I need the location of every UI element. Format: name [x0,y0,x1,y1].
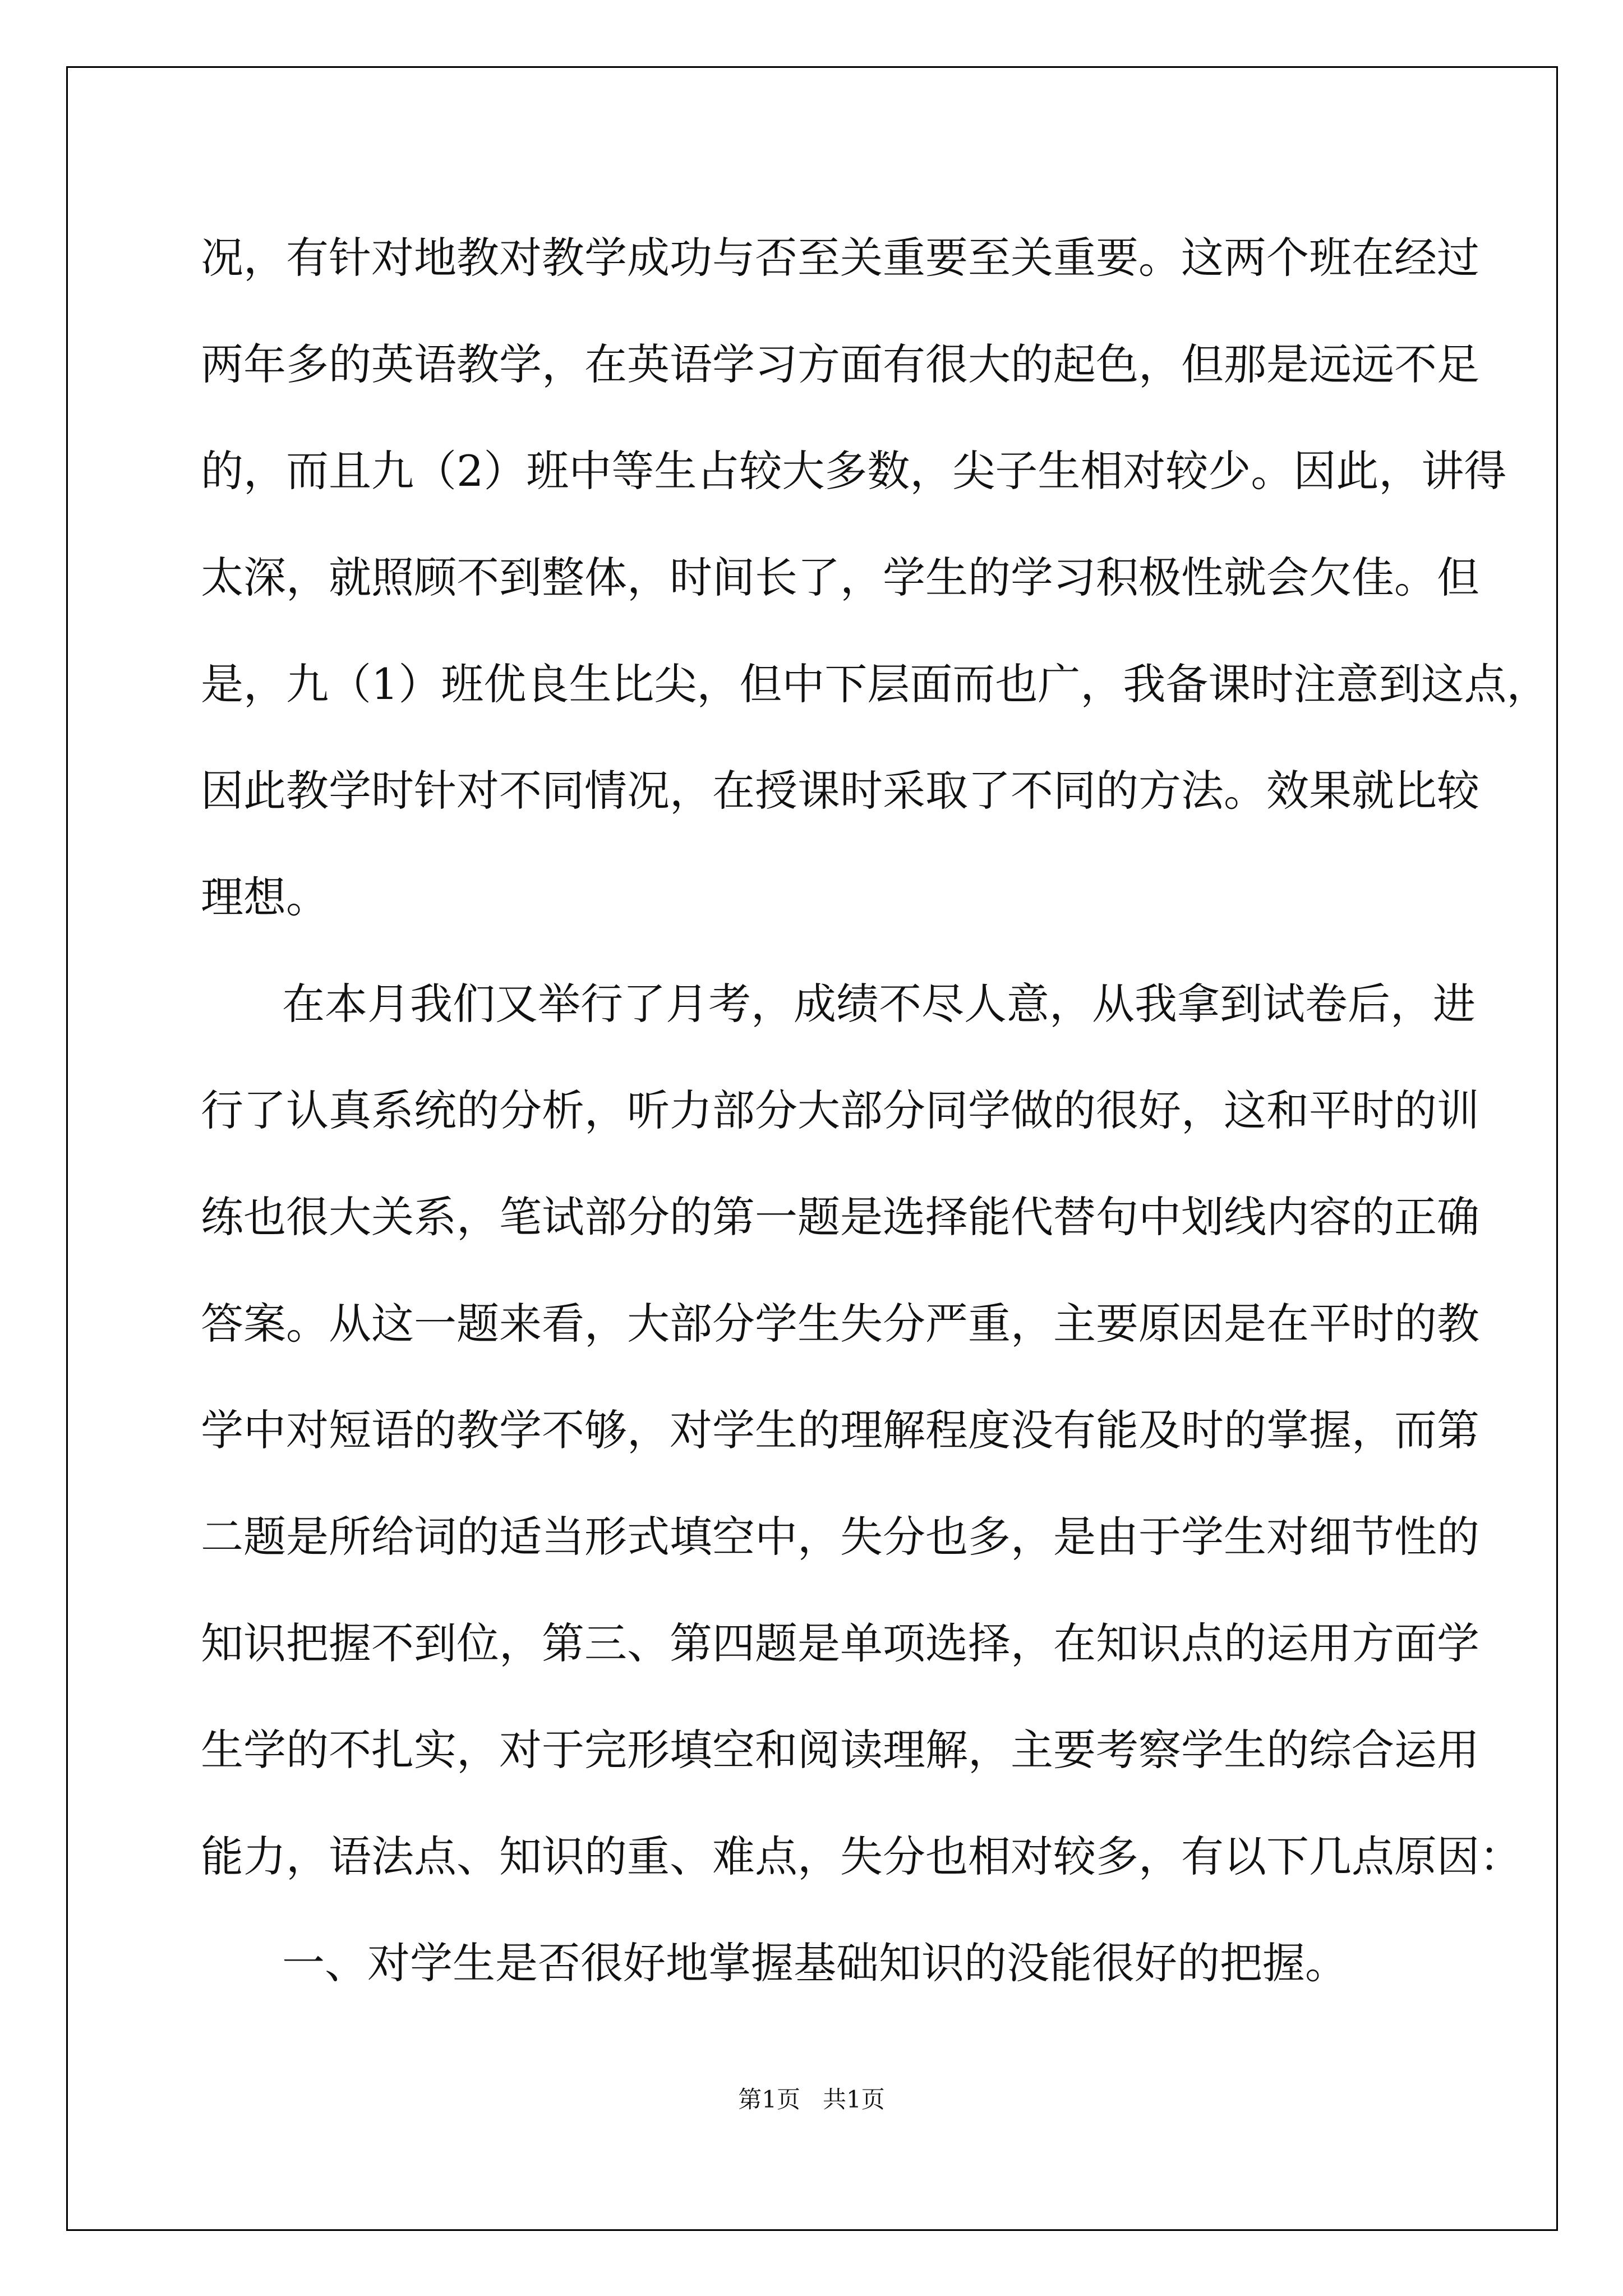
text-line: 太深，就照顾不到整体，时间长了，学生的学习积极性就会欠佳。但 [201,553,1479,602]
page-footer: 第1页 共1页 [738,2086,885,2113]
text-line: 练也很大关系，笔试部分的第一题是选择能代替句中划线内容的正确 [201,1192,1479,1242]
document-body [201,205,1550,2017]
text-line: 学中对短语的教学不够，对学生的理解程度没有能及时的掌握，而第 [201,1405,1479,1455]
text-line: 因此教学时针对不同情况，在授课时采取了不同的方法。效果就比较 [201,766,1479,816]
text-line: 二题是所给词的适当形式填空中，失分也多，是由于学生对细节性的 [201,1512,1479,1562]
text-line: 能力，语法点、知识的重、难点，失分也相对较多，有以下几点原因： [201,1832,1522,1881]
text-line: 行了认真系统的分析，听力部分大部分同学做的很好，这和平时的训 [201,1085,1479,1135]
text-line: 在本月我们又举行了月考，成绩不尽人意，从我拿到试卷后，进 [282,979,1476,1029]
text-line: 一、对学生是否很好地掌握基础知识的没能很好的把握。 [282,1938,1348,1988]
text-line: 答案。从这一题来看，大部分学生失分严重，主要原因是在平时的教 [201,1299,1479,1349]
text-line: 是，九（1）班优良生比尖，但中下层面而也广，我备课时注意到这点， [201,659,1550,709]
text-line: 两年多的英语教学，在英语学习方面有很大的起色，但那是远远不足 [201,339,1479,389]
text-line: 理想。 [201,872,329,922]
text-line: 知识把握不到位，第三、第四题是单项选择，在知识点的运用方面学 [201,1618,1479,1668]
text-line: 况，有针对地教对教学成功与否至关重要至关重要。这两个班在经过 [201,233,1479,283]
text-line: 生学的不扎实，对于完形填空和阅读理解，主要考察学生的综合运用 [201,1725,1479,1775]
text-line: 的，而且九（2）班中等生占较大多数，尖子生相对较少。因此，讲得 [201,446,1507,496]
